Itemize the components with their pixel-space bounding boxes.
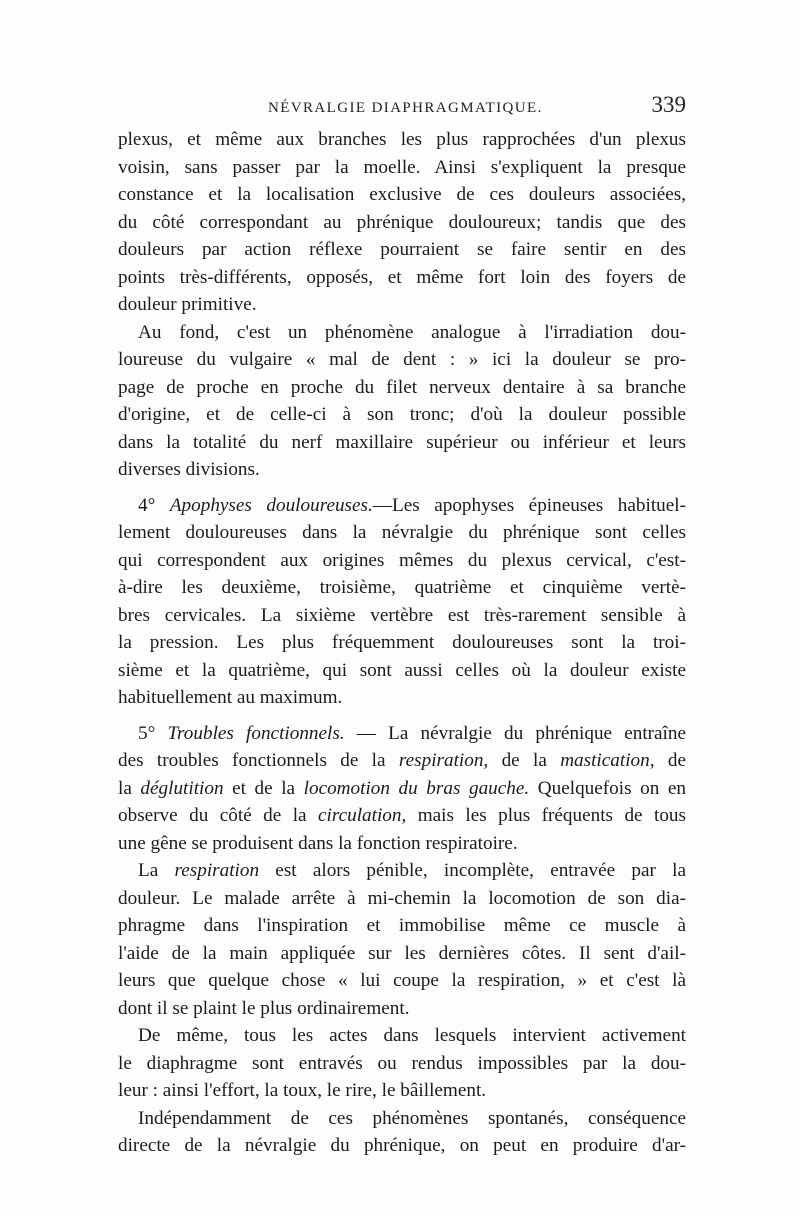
- italic-term: circulation,: [318, 805, 407, 826]
- page-number: 339: [651, 92, 686, 117]
- paragraph-respiration: [118, 857, 686, 1022]
- italic-term: respiration: [174, 860, 260, 881]
- page-header: [118, 92, 686, 124]
- text-body: [118, 126, 686, 1160]
- text-line: [118, 857, 686, 885]
- text-line: leur : ainsi l'effort, la toux, le rire, le bâillement.: [118, 1080, 487, 1101]
- text-line: douleur. Le malade arrête à mi-chemin la locomotion de son dia-: [118, 887, 686, 909]
- text-line: directe de la névralgie du phrénique, on peut en produire d'ar-: [118, 1135, 686, 1156]
- section-troubles-fonctionnels: [118, 720, 686, 858]
- text-line: De même, tous les actes dans lesquels intervient activement: [138, 1025, 686, 1046]
- text-line: plexus, et même aux branches les plus rapprochées d'un plexus: [118, 129, 686, 150]
- text-line: douleur primitive.: [118, 294, 257, 315]
- text-line: dont il se plaint le plus ordinairement.: [118, 997, 410, 1019]
- text-line: Indépendamment de ces phénomènes spontanés, conséquence: [138, 1107, 686, 1129]
- section-number: 5°: [138, 722, 156, 744]
- text-line: l'aide de la main appliquée sur les dernières côtes. Il sent d'ail-: [118, 942, 686, 964]
- line-text: mais les plus fréquents de tous: [406, 805, 686, 826]
- italic-term: locomotion du bras gauche.: [303, 777, 530, 799]
- text-line: voisin, sans passer par la moelle. Ainsi s'expliquent la presque: [118, 156, 686, 178]
- section-gap: [118, 712, 686, 720]
- text-line: le diaphragme sont entravés ou rendus impossibles par la dou-: [118, 1052, 686, 1074]
- line-text: La: [138, 860, 175, 881]
- line-text: la: [118, 777, 141, 799]
- text-line: page de proche en proche du filet nerveux dentaire à sa branche: [118, 376, 686, 398]
- line-text: — La névralgie du phrénique entraîne: [344, 722, 686, 744]
- line-text: de la: [488, 750, 561, 771]
- text-line: du côté correspondant au phrénique douloureux; tandis que des: [118, 211, 686, 233]
- paragraph-de-meme: [118, 1022, 686, 1105]
- text-line: à-dire les deuxième, troisième, quatrième et cinquième vertè-: [118, 577, 686, 598]
- line-text: et de la: [223, 777, 304, 799]
- text-line: sième et la quatrième, qui sont aussi celles où la douleur existe: [118, 659, 686, 681]
- running-title: NÉVRALGIE DIAPHRAGMATIQUE.: [268, 100, 543, 116]
- text-line: lement douloureuses dans la névralgie du phrénique sont celles: [118, 522, 686, 543]
- italic-term: déglutition: [140, 777, 224, 799]
- italic-term: mastication,: [560, 750, 655, 771]
- text-line: habituellement au maximum.: [118, 687, 343, 708]
- line-text: observe du côté de la: [118, 805, 318, 826]
- text-line: bres cervicales. La sixième vertèbre est très-rarement sensible à: [118, 604, 686, 626]
- text-line: [118, 747, 686, 775]
- text-line: d'origine, et de celle-ci à son tronc; d'où la douleur possible: [118, 404, 686, 425]
- section-title: Troubles fonctionnels.: [167, 722, 345, 744]
- text-line: [118, 802, 686, 830]
- line-text: de: [654, 750, 686, 771]
- text-line: douleurs par action réflexe pourraient se faire sentir en des: [118, 239, 686, 260]
- text-line: points très-différents, opposés, et même fort loin des foyers de: [118, 266, 686, 288]
- text-line: [118, 720, 686, 748]
- line-text: —Les apophyses épineuses habituel-: [372, 494, 686, 516]
- text-line: qui correspondent aux origines mêmes du plexus cervical, c'est-: [118, 549, 686, 571]
- text-line: Au fond, c'est un phénomène analogue à l'irradiation dou-: [138, 321, 686, 343]
- text-line: loureuse du vulgaire « mal de dent : » ici la douleur se pro-: [118, 349, 686, 370]
- paragraph-2: [118, 319, 686, 484]
- line-text: Quelquefois on en: [529, 777, 686, 799]
- text-line: diverses divisions.: [118, 459, 260, 480]
- text-line: une gêne se produisent dans la fonction respiratoire.: [118, 832, 518, 854]
- line-text: est alors pénible, incomplète, entravée par la: [259, 860, 686, 881]
- text-line: dans la totalité du nerf maxillaire supérieur ou inférieur et leurs: [118, 431, 686, 453]
- text-line: [118, 775, 686, 803]
- text-line: [118, 492, 686, 520]
- paragraph-independamment: [118, 1105, 686, 1160]
- text-line: la pression. Les plus fréquemment douloureuses sont la troi-: [118, 632, 686, 653]
- section-apophyses-douloureuses: [118, 492, 686, 712]
- paragraph-1: [118, 126, 686, 319]
- text-line: phragme dans l'inspiration et immobilise même ce muscle à: [118, 915, 686, 936]
- line-text: des troubles fonctionnels de la: [118, 750, 399, 771]
- text-line: leurs que quelque chose « lui coupe la respiration, » et c'est là: [118, 970, 686, 991]
- text-line: constance et la localisation exclusive de ces douleurs associées,: [118, 184, 686, 205]
- section-gap: [118, 484, 686, 492]
- section-number: 4°: [138, 494, 156, 516]
- section-title: Apophyses douloureuses.: [169, 494, 373, 516]
- italic-term: respiration,: [398, 750, 489, 771]
